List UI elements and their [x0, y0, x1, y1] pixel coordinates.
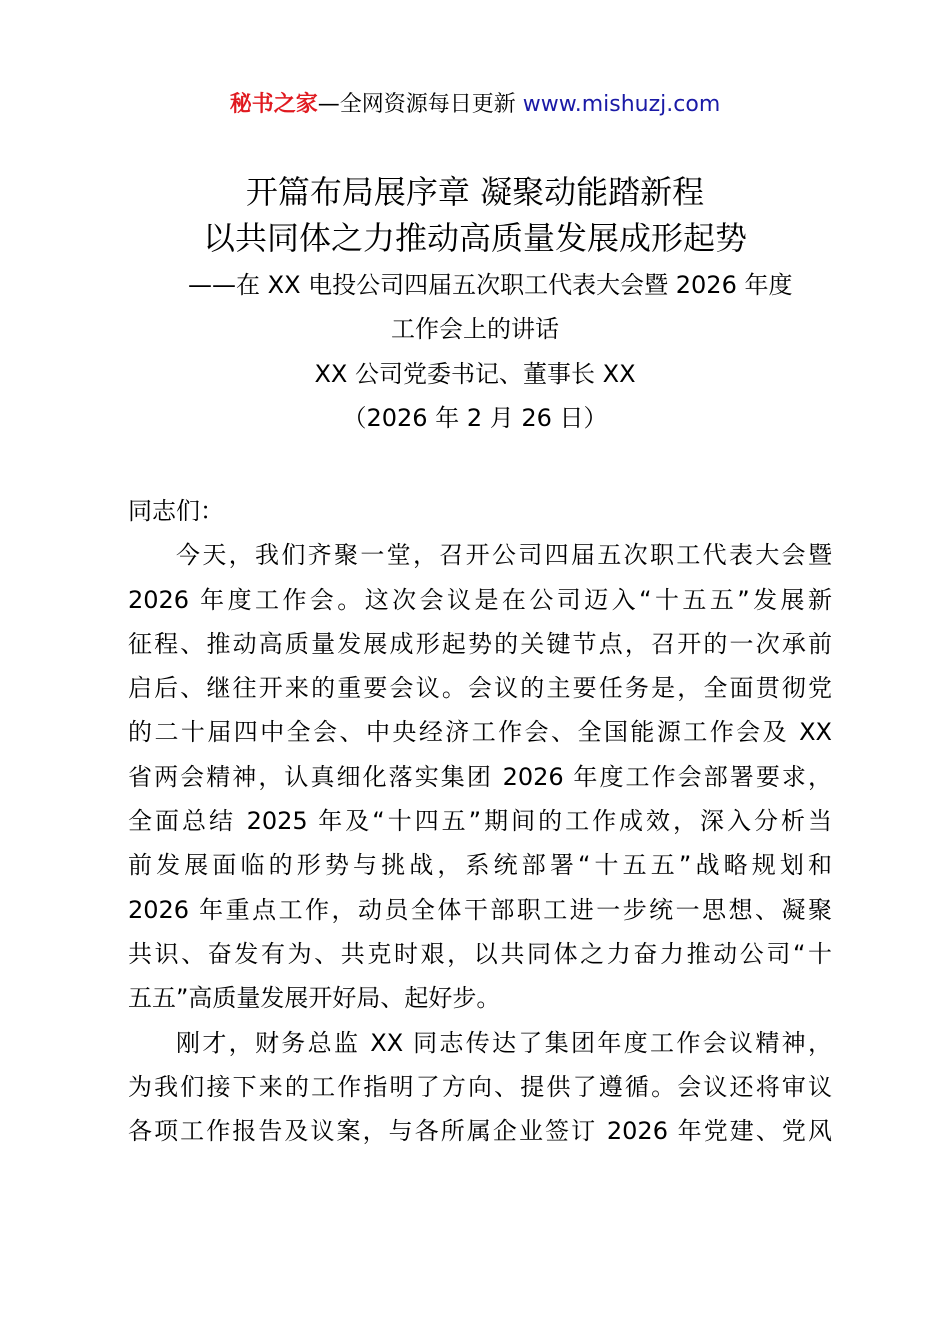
header-slogan: —全网资源每日更新 — [317, 92, 523, 117]
paragraph-line: 启后、继往开来的重要会议。会议的主要任务是，全面贯彻党 — [128, 674, 832, 703]
paragraph-line: 全面总结 2025 年及“十四五”期间的工作成效，深入分析当 — [128, 807, 832, 836]
subtitle-line-2: 工作会上的讲话 — [391, 315, 559, 343]
paragraph-line: 共识、奋发有为、共克时艰，以共同体之力奋力推动公司“十 — [128, 939, 832, 968]
speaker-line: XX 公司党委书记、董事长 XX — [314, 360, 636, 388]
title-line-1: 开篇布局展序章 凝聚动能踏新程 — [245, 173, 705, 211]
site-header — [0, 88, 950, 122]
salutation: 同志们： — [128, 497, 224, 525]
paragraph-line: 省两会精神，认真细化落实集团 2026 年度工作会部署要求， — [128, 762, 832, 791]
subtitle-line-1: ——在 XX 电投公司四届五次职工代表大会暨 2026 年度 — [188, 271, 793, 299]
date-line: （2026 年 2 月 26 日） — [342, 404, 608, 432]
site-url-link[interactable]: www.mishuzj.com — [522, 92, 721, 117]
paragraph-line: 前发展面临的形势与挑战，系统部署“十五五”战略规划和 — [128, 851, 832, 880]
paragraph-line: 征程、推动高质量发展成形起势的关键节点，召开的一次承前 — [128, 629, 832, 658]
paragraph-line: 为我们接下来的工作指明了方向、提供了遵循。会议还将审议 — [128, 1072, 832, 1101]
paragraph-line: 各项工作报告及议案，与各所属企业签订 2026 年党建、党风 — [128, 1117, 832, 1146]
paragraph-line: 的二十届四中全会、中央经济工作会、全国能源工作会及 XX — [128, 718, 832, 747]
title-line-2: 以共同体之力推动高质量发展成形起势 — [202, 219, 747, 257]
brand-name: 秘书之家 — [229, 92, 318, 117]
paragraph-line: 刚才，财务总监 XX 同志传达了集团年度工作会议精神， — [176, 1028, 832, 1057]
paragraph-line: 五五”高质量发展开好局、起好步。 — [128, 984, 501, 1013]
paragraph-line: 今天，我们齐聚一堂，召开公司四届五次职工代表大会暨 — [176, 541, 832, 570]
document-body — [128, 489, 832, 1153]
paragraph-line: 2026 年重点工作，动员全体干部职工进一步统一思想、凝聚 — [128, 895, 832, 924]
paragraph-line: 2026 年度工作会。这次会议是在公司迈入“十五五”发展新 — [128, 585, 832, 614]
